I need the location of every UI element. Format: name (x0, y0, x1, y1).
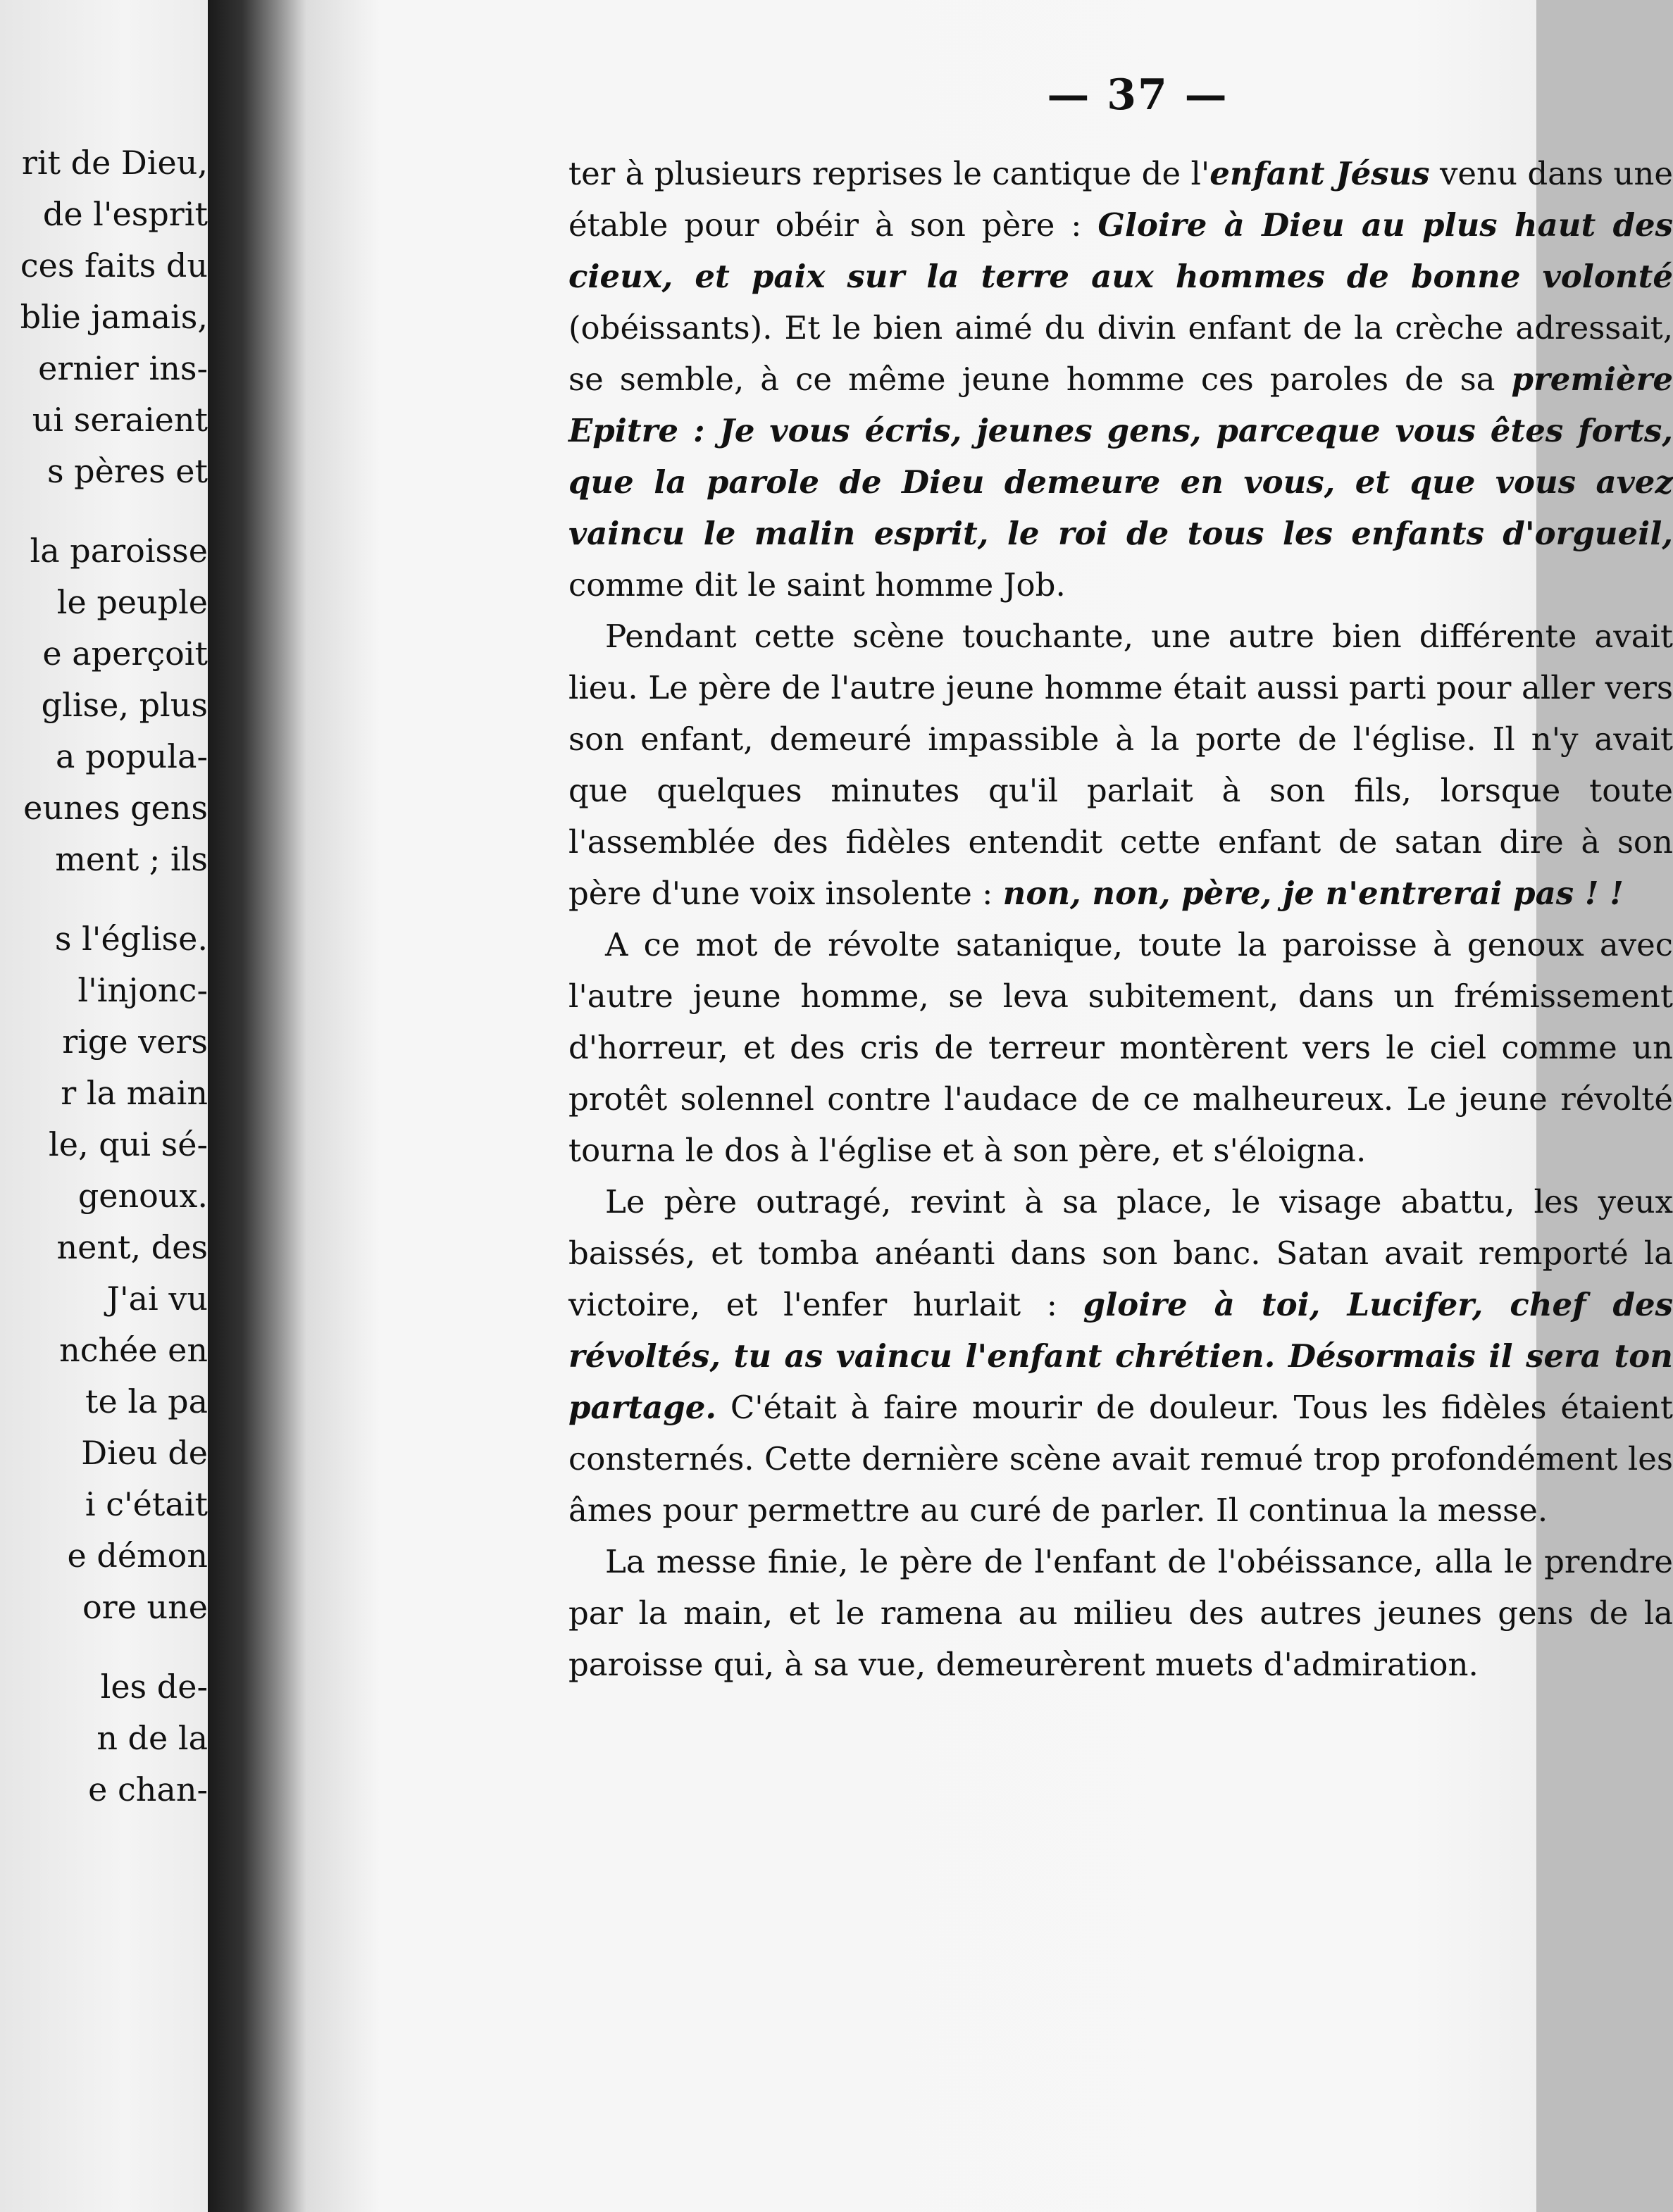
left-page-line: les de- (100, 1668, 208, 1706)
text-run: comme dit le saint homme Job. (568, 566, 1066, 604)
text-run: A ce mot de révolte satanique, toute la paroisse à genoux avec l'autre jeune homme, se leva subitement, dans un frémissement d'horreur, et des cris de terreur montèrent vers le ciel comme un protêt solennel contre l'audace de ce malheureux. Le jeune révolté tourna le dos à l'église et à son père, et s'éloigna. (568, 926, 1673, 1169)
left-page-line: n de la (97, 1719, 208, 1757)
left-page-line: e chan- (88, 1770, 208, 1808)
left-page-line: genoux. (77, 1177, 208, 1215)
paragraph (568, 611, 1673, 919)
italic-text-run: Gloire à Dieu au plus haut des cieux, et paix sur la terre aux hommes de bonne volonté (568, 206, 1673, 295)
left-page-line: rit de Dieu, (21, 144, 208, 182)
left-page-line: i c'était (85, 1485, 208, 1523)
paragraph (568, 148, 1673, 611)
right-page (306, 0, 1673, 2212)
text-run: (obéissants). Et le bien aimé du divin enfant de la crèche adressait, se semble, à ce même jeune homme ces paroles de sa (568, 309, 1673, 398)
left-page-line: Dieu de (81, 1434, 208, 1472)
page-text (568, 148, 1673, 1690)
left-page-line: s l'église. (54, 920, 208, 958)
left-page-line: ernier ins- (38, 349, 208, 387)
left-page-line: ui seraient (32, 401, 208, 439)
left-page-line: l'injonc- (77, 971, 208, 1009)
left-page-line: de l'esprit (42, 195, 208, 233)
left-page-line: eunes gens (23, 789, 208, 827)
left-page-line: ment ; ils (55, 840, 208, 878)
left-page-line: ces faits du (20, 246, 208, 285)
text-run: venu dans une étable pour obéir à son père : (568, 155, 1673, 244)
book-gutter-shadow (208, 0, 306, 2212)
italic-text-run: enfant Jésus (1209, 155, 1430, 192)
left-page-line: blie jamais, (20, 298, 208, 336)
left-page-line: te la pa (85, 1382, 208, 1420)
left-page-line: a popula- (56, 737, 208, 775)
italic-text-run: non, non, père, je n'entrerai pas ! ! (1002, 875, 1624, 912)
left-page-line: ore une (82, 1588, 208, 1626)
paragraph (568, 1176, 1673, 1536)
left-page-line: glise, plus (41, 686, 208, 724)
italic-text-run: première Epitre : Je vous écris, jeunes gens, parceque vous êtes forts, que la parole de Dieu demeure en vous, et que vous avez vaincu le malin esprit, le roi de tous les enfants d'orgueil, (568, 361, 1673, 552)
left-page-line: rige vers (62, 1023, 208, 1061)
text-run: La messe finie, le père de l'enfant de l'obéissance, alla le prendre par la main, et le ramena au milieu des autres jeunes gens de la paroisse qui, à sa vue, demeurèrent muets d'admiration. (568, 1543, 1673, 1683)
left-page-line: r la main (61, 1074, 208, 1112)
left-page-line: e démon (67, 1537, 208, 1575)
text-run: C'était à faire mourir de douleur. Tous les fidèles étaient consternés. Cette dernière scène avait remué trop profondément les âmes pour permettre au curé de parler. Il continua la messe. (568, 1389, 1673, 1529)
left-page-line: s pères et (46, 452, 208, 490)
text-run: Pendant cette scène touchante, une autre bien différente avait lieu. Le père de l'autre jeune homme était aussi parti pour aller vers son enfant, demeuré impassible à la porte de l'église. Il n'y avait que quelques minutes qu'il parlait à son fils, lorsque toute l'assemblée des fidèles entendit cette enfant de satan dire à son père d'une voix insolente : (568, 618, 1673, 912)
italic-text-run: gloire à toi, Lucifer, chef des révoltés, tu as vaincu l'enfant chrétien. Désormais il sera ton partage. (568, 1286, 1673, 1426)
left-page-line: J'ai vu (106, 1280, 208, 1318)
left-page-line: nchée en (59, 1331, 208, 1369)
left-page-line: nent, des (56, 1228, 208, 1266)
left-page-line: la paroisse (30, 532, 208, 570)
text-run: Le père outragé, revint à sa place, le visage abattu, les yeux baissés, et tomba anéanti dans son banc. Satan avait remporté la victoire, et l'enfer hurlait : (568, 1183, 1673, 1323)
text-run: ter à plusieurs reprises le cantique de l' (568, 155, 1210, 192)
page-number: — 37 — (1047, 70, 1229, 120)
left-page-line: e aperçoit (42, 635, 208, 673)
left-page-line: le, qui sé- (49, 1125, 208, 1163)
paragraph (568, 1536, 1673, 1690)
paragraph (568, 919, 1673, 1176)
left-page-line: le peuple (56, 583, 208, 621)
left-page-fragment (0, 0, 208, 2212)
